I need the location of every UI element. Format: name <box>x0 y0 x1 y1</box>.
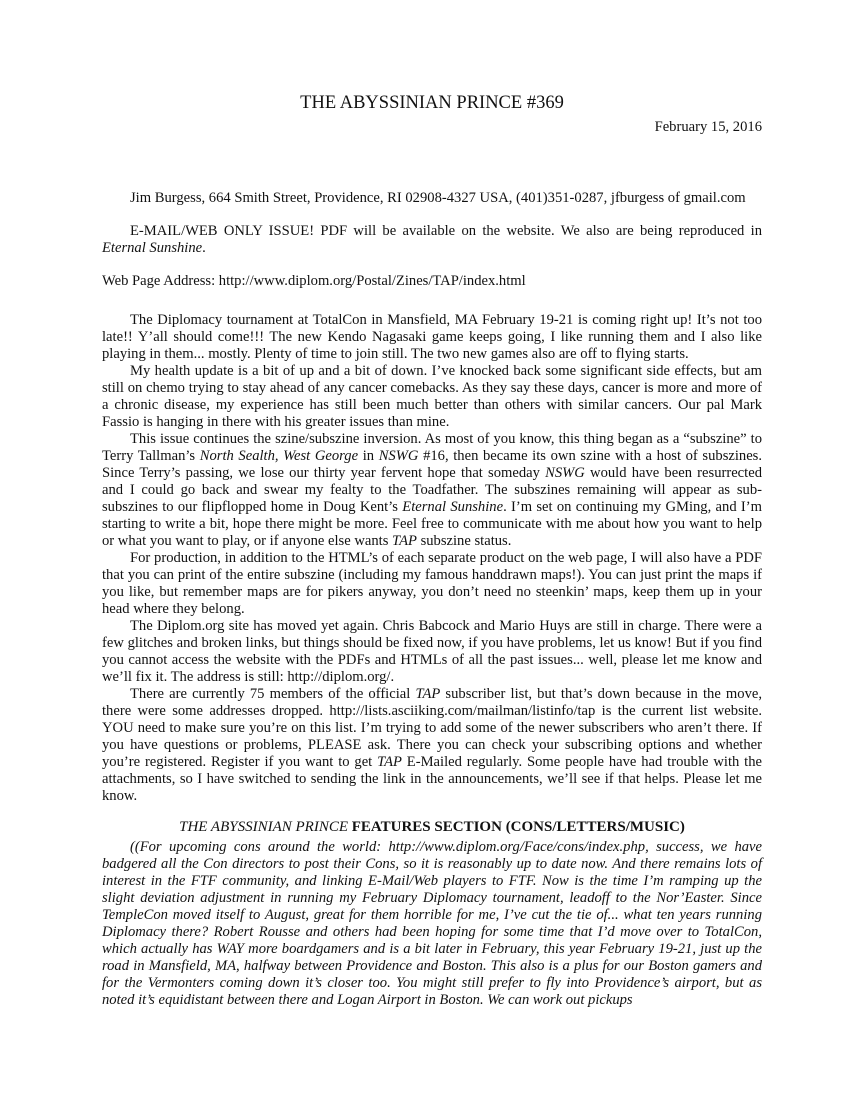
issue-date: February 15, 2016 <box>654 119 762 135</box>
email-notice <box>102 223 762 257</box>
text-run: in <box>358 448 379 464</box>
text-run: E-Mailed regularly. Some people have had trouble with the attachments, so I have switched to sending the link in the announcements, we’ll see if that helps. Please let me know. <box>102 754 762 804</box>
body-paragraph <box>102 363 762 431</box>
features-section <box>102 839 762 1009</box>
heading-subtitle: (CONS/LETTERS/MUSIC) <box>501 819 685 835</box>
text-run: would have been resurrected and I could go back and swear my fealty to the Toadfather. The subszines remaining will appear as sub-subszines to our flipflopped home in Doug Kent’s <box>102 465 762 515</box>
italic-title: TAP <box>377 754 402 770</box>
editorial-body <box>102 312 762 805</box>
text-run: There are currently 75 members of the official <box>130 686 416 702</box>
text-run: E-MAIL/WEB ONLY ISSUE! PDF will be available on the website. We also are being reproduced in <box>130 223 762 239</box>
italic-title: NSWG <box>545 465 585 481</box>
body-paragraph <box>102 550 762 618</box>
body-paragraph <box>102 686 762 805</box>
features-heading <box>0 819 864 836</box>
body-paragraph <box>102 431 762 550</box>
italic-title: TAP <box>415 686 441 702</box>
text-run: The Diplomacy tournament at TotalCon in Mansfield, MA February 19-21 is coming right up! It’s not too late!! Y’all should come!!! The new Kendo Nagasaki game keeps going, I like running them and I also like playing in them... mostly. Plenty of time to join still. The two new games also are off to flying starts. <box>102 312 762 362</box>
text-run: For production, in addition to the HTML’s of each separate product on the web page, I will also have a PDF that you can print of the entire subszine (including my famous handdrawn maps!). You can just print the maps if you like, but remember maps are for pikers anyway, you don’t need no steenkin’ maps, keep them up in your head where they belong. <box>102 550 762 617</box>
web-address: Web Page Address: http://www.diplom.org/Postal/Zines/TAP/index.html <box>102 273 526 289</box>
text-run: . I’m set on continuing my GMing, and I’m starting to write a bit, hope there might be more. Feel free to communicate with me about how you want to help or what you want to play, or if anyone else wants <box>102 499 762 549</box>
text-run: #16, then became its own szine with a host of subszines. Since Terry’s passing, we lose our thirty year fervent hope that someday <box>102 448 763 481</box>
heading-features: FEATURES SECTION <box>348 819 502 835</box>
contact-address: Jim Burgess, 664 Smith Street, Providence, RI 02908-4327 USA, (401)351-0287, jfburgess of gmail.com <box>130 190 746 206</box>
cons-paragraph: ((For upcoming cons around the world: http://www.diplom.org/Face/cons/index.php, success, we have badgered all the Con directors to post their Cons, so it is reasonably up to date now. And there remains lots of interest in the FTF community, and linking E-Mail/Web players to FTF. Now is the time I’m ramping up the slight deviation adjustment in running my February Diplomacy tournament, leadoff to the Nor’Easter. Since TempleCon moved itself to August, great for them horrible for me, I’ve cut the tie of... what ten years running Diplomacy there? Robert Rousse and others had been hoping for some time that I’d move over to TotalCon, which actually has WAY more boardgamers and is a bit later in February, this year February 19-21, just up the road in Mansfield, MA, halfway between Providence and Boston. This also is a plus for our Boston gamers and for the Vermonters coming down it’s closer too. You might still prefer to fly into Providence’s airport, but as noted it’s equidistant between there and Logan Airport in Boston. We can work out pickups <box>102 839 762 1008</box>
text-run: The Diplom.org site has moved yet again. Chris Babcock and Mario Huys are still in charge. There were a few glitches and broken links, but things should be fixed now, if you have problems, let us know! But if you find you cannot access the website with the PDFs and HTMLs of all the past issues... well, please let me know and we’ll fix it. The address is still: http://diplom.org/. <box>102 618 762 685</box>
italic-title: Eternal Sunshine <box>402 499 504 515</box>
page-title: THE ABYSSINIAN PRINCE #369 <box>300 93 564 113</box>
text-run: subscriber list, but that’s down because in the move, there were some addresses dropped. http://lists.asciiking.com/mailman/listinfo/tap is the current list website. YOU need to make sure you’re on this list. I’m trying to add some of the newer subscribers who aren’t there. If you have questions or problems, PLEASE ask. There you can check your subscribing options and whether you’re registered. Register if you want to get <box>102 686 762 770</box>
body-paragraph <box>102 618 762 686</box>
italic-title: NSWG <box>378 448 419 464</box>
italic-title: Eternal Sunshine <box>102 240 203 256</box>
italic-title: TAP <box>392 533 417 549</box>
text-run: subszine status. <box>416 533 512 549</box>
text-run: This issue continues the szine/subszine inversion. As most of you know, this thing began as a “subszine” to Terry Tallman’s <box>102 431 762 464</box>
body-paragraph <box>102 312 762 363</box>
intro-section <box>102 190 762 290</box>
text-run: . <box>202 240 206 256</box>
text-run: My health update is a bit of up and a bit of down. I’ve knocked back some significant side effects, but am still on chemo trying to stay ahead of any cancer comebacks. As they say these days, cancer is more and more of a chronic disease, my experience has still been much better than others with similar cancers. Our pal Mark Fassio is hanging in there with his greater issues than mine. <box>102 363 762 430</box>
heading-zine-name: THE ABYSSINIAN PRINCE <box>179 819 348 835</box>
italic-title: North Sealth, West George <box>199 448 359 464</box>
